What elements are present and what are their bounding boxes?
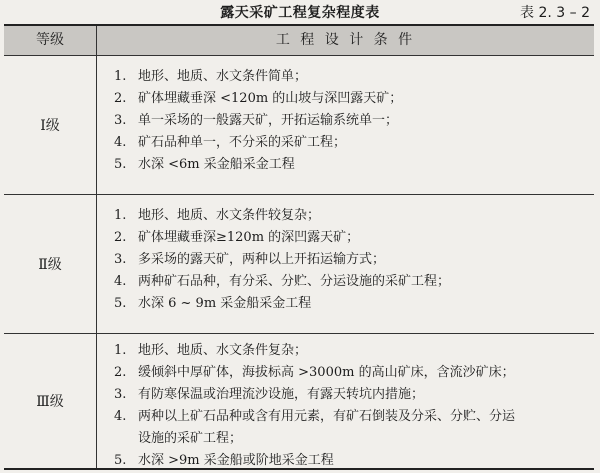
table-row-level-2 — [4, 195, 594, 334]
condition-item: 3. 多采场的露天矿，两种以上开拓运输方式； — [114, 252, 386, 267]
table-number: 表 2. 3 – 2 — [520, 5, 590, 21]
condition-item: 5. 水深 >9m 采金船或阶地采金工程 — [114, 453, 334, 468]
table-row-level-3 — [4, 334, 594, 468]
condition-list — [114, 340, 588, 472]
title-row — [0, 0, 600, 24]
level-label: Ⅱ级 — [38, 257, 62, 273]
condition-item: 3. 有防寒保温或治理流沙设施，有露天转坑内措施； — [114, 387, 425, 402]
condition-item: 3. 单一采场的一般露天矿，开拓运输系统单一； — [114, 113, 399, 128]
condition-item: 1. 地形、地质、水文条件较复杂； — [114, 208, 321, 223]
condition-list — [114, 205, 588, 315]
level-label: Ⅰ级 — [40, 118, 60, 134]
table-title: 露天采矿工程复杂程度表 — [220, 5, 380, 21]
condition-item: 2. 矿体埋藏垂深≥120m 的深凹露天矿； — [114, 230, 360, 245]
condition-item: 2. 缓倾斜中厚矿体，海拔标高 >3000m 的高山矿床，含流沙矿床； — [114, 365, 515, 380]
condition-item: 1. 地形、地质、水文条件简单； — [114, 69, 308, 84]
table-row-level-1 — [4, 56, 594, 195]
condition-item: 4. 两种矿石品种，有分采、分贮、分运设施的采矿工程； — [114, 274, 451, 289]
condition-item: 1. 地形、地质、水文条件复杂； — [114, 343, 308, 358]
level-label: Ⅲ级 — [36, 394, 64, 410]
condition-list — [114, 66, 588, 176]
condition-item: 2. 矿体埋藏垂深 <120m 的山坡与深凹露天矿； — [114, 91, 403, 106]
header-conditions: 工 程 设 计 条 件 — [275, 32, 416, 48]
condition-item: 5. 水深 6 ~ 9m 采金船采金工程 — [114, 296, 312, 311]
table-header — [4, 26, 594, 56]
condition-item: 5. 水深 <6m 采金船采金工程 — [114, 157, 295, 172]
condition-item: 4. 两种以上矿石品种或含有用元素，有矿石倒装及分采、分贮、分运 设施的采矿工程； — [114, 409, 516, 446]
condition-item: 4. 矿石品种单一，不分采的采矿工程； — [114, 135, 347, 150]
header-level: 等级 — [36, 32, 64, 48]
complexity-table — [4, 24, 594, 470]
